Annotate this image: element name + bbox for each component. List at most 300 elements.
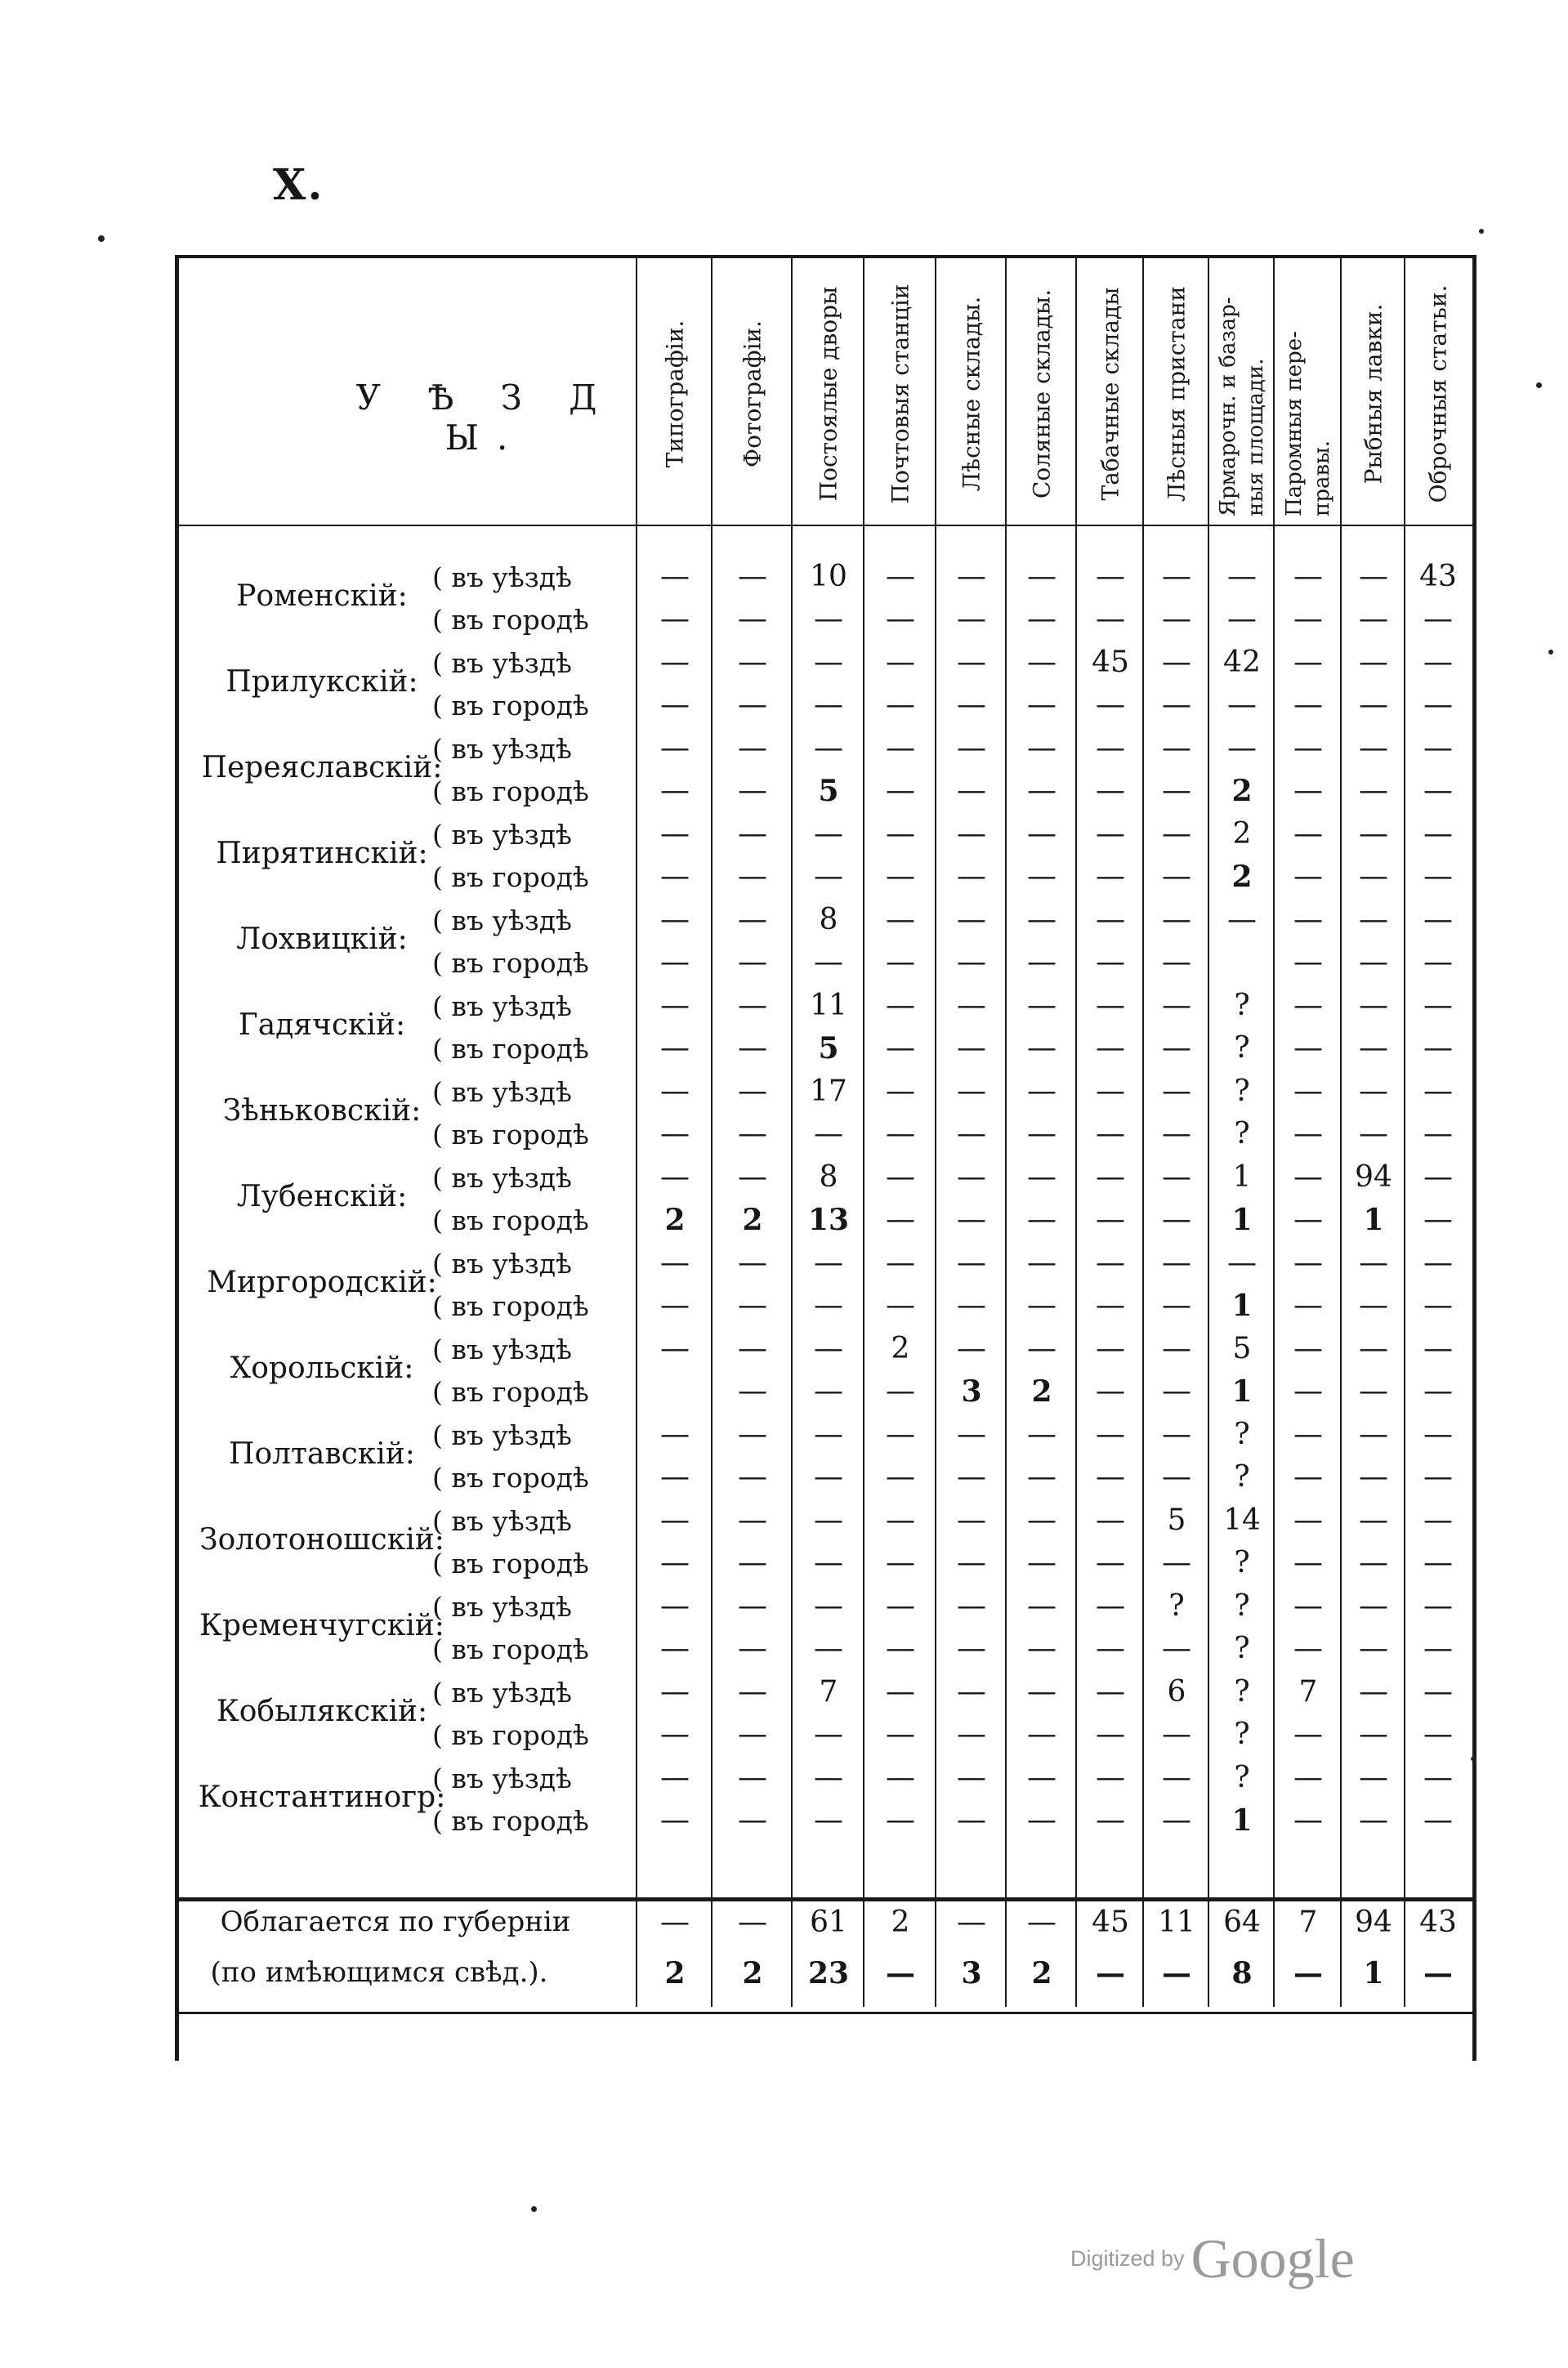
table-cell: — <box>1162 903 1191 936</box>
totals-cell: — <box>1096 1956 1125 1990</box>
table-cell: — <box>814 860 843 893</box>
column-header-3 <box>793 271 864 516</box>
table-cell: — <box>738 1418 767 1451</box>
table-cell: — <box>1423 1675 1453 1709</box>
table-cell: — <box>1227 1246 1257 1280</box>
table-cell: — <box>1293 1418 1323 1451</box>
table-cell: — <box>1293 1031 1323 1065</box>
table-cell: — <box>886 1460 915 1494</box>
table-cell: — <box>1027 774 1057 807</box>
table-cell: — <box>1162 860 1191 893</box>
totals-cell: 23 <box>807 1956 850 1990</box>
table-cell: — <box>1423 1418 1453 1451</box>
table-cell: — <box>738 1675 767 1709</box>
table-cell: — <box>957 1460 986 1494</box>
table-cell: — <box>957 1289 986 1322</box>
table-cell: — <box>814 817 843 851</box>
table-cell: ? <box>1234 1031 1250 1065</box>
table-cell: — <box>1162 1031 1191 1065</box>
table-cell: — <box>957 903 986 936</box>
table-cell: — <box>886 602 915 636</box>
table-cell: — <box>1359 1803 1388 1837</box>
table-cell: — <box>1293 1589 1323 1623</box>
table-cell: — <box>1162 602 1191 636</box>
table-cell: — <box>1027 1503 1057 1537</box>
table-cell: — <box>1423 602 1453 636</box>
table-cell: — <box>1162 1803 1191 1837</box>
column-header-label: Паромныя пере- правы. <box>1282 331 1334 516</box>
table-cell: — <box>957 1117 986 1150</box>
table-cell: — <box>738 560 767 593</box>
table-cell: — <box>1359 989 1388 1022</box>
table-cell: — <box>1096 1589 1125 1623</box>
table-cell: — <box>738 1718 767 1751</box>
table-cell: — <box>957 774 986 807</box>
table-cell: — <box>957 1761 986 1794</box>
table-cell: — <box>1359 1718 1388 1751</box>
sub-label-gorod: ( въ городѣ <box>432 775 589 807</box>
table-cell: — <box>957 1589 986 1623</box>
totals-cell: 7 <box>1298 1906 1318 1939</box>
district-name: Зѣньковскій: <box>222 1094 422 1128</box>
table-cell: 5 <box>1167 1503 1186 1537</box>
table-cell: — <box>814 1246 843 1280</box>
table-cell: 2 <box>1231 860 1253 894</box>
table-cell: — <box>886 1718 915 1751</box>
column-header-label: Лѣсныя пристани <box>1163 286 1191 502</box>
totals-cell: 45 <box>1092 1906 1129 1939</box>
table-cell: — <box>1359 1761 1388 1794</box>
table-cell: — <box>1423 989 1453 1022</box>
table-cell: — <box>957 945 986 979</box>
table-cell: — <box>1096 1031 1125 1065</box>
table-cell: — <box>1423 1718 1453 1751</box>
table-cell: — <box>1096 1246 1125 1280</box>
table-cell: — <box>1423 817 1453 851</box>
table-cell: — <box>1096 989 1125 1022</box>
table-cell: — <box>1293 774 1323 807</box>
table-cell: — <box>886 989 915 1022</box>
table-cell: — <box>1423 774 1453 807</box>
table-cell: — <box>814 602 843 636</box>
table-cell: ? <box>1234 1589 1250 1623</box>
watermark-prefix: Digitized by <box>1070 2246 1185 2271</box>
table-cell: — <box>814 1718 843 1751</box>
column-header-11 <box>1342 271 1405 516</box>
sub-label-gorod: ( въ городѣ <box>432 947 589 979</box>
table-cell: — <box>1027 1632 1057 1665</box>
table-cell: — <box>1162 1418 1191 1451</box>
table-cell: — <box>957 1718 986 1751</box>
table-cell: — <box>738 1761 767 1794</box>
table-cell: — <box>738 1589 767 1623</box>
table-cell: — <box>1162 1632 1191 1665</box>
table-cell: — <box>1423 1546 1453 1579</box>
table-cell: — <box>957 1075 986 1108</box>
table-cell: — <box>1027 1117 1057 1150</box>
table-cell: — <box>1096 1289 1125 1322</box>
table-cell: — <box>886 1117 915 1150</box>
table-cell: — <box>660 1546 690 1579</box>
table-cell: — <box>814 1289 843 1322</box>
table-cell: — <box>1027 1418 1057 1451</box>
table-cell: — <box>1096 1632 1125 1665</box>
table-cell: — <box>660 1761 690 1794</box>
table-cell: — <box>1096 602 1125 636</box>
table-cell: 45 <box>1092 646 1129 679</box>
table-cell: — <box>1162 646 1191 679</box>
table-cell: — <box>1027 903 1057 936</box>
table-cell <box>1209 944 1275 981</box>
table-cell: — <box>738 1246 767 1280</box>
table-cell: — <box>1293 1332 1323 1365</box>
totals-cell: — <box>660 1906 690 1939</box>
table-cell: — <box>1423 1289 1453 1322</box>
district-name: Кременчугскій: <box>199 1609 444 1642</box>
table-cell: — <box>738 1160 767 1194</box>
table-top-border <box>175 255 1476 258</box>
district-name: Гадячскій: <box>238 1008 406 1042</box>
table-cell: — <box>738 1117 767 1150</box>
table-cell: — <box>1162 1203 1191 1236</box>
sub-label-uezd: ( въ уѣздѣ <box>432 1248 572 1280</box>
table-cell: — <box>1096 1503 1125 1537</box>
table-cell: — <box>1293 602 1323 636</box>
sub-label-gorod: ( въ городѣ <box>432 690 589 722</box>
table-cell: — <box>1293 903 1323 936</box>
table-cell: — <box>660 1503 690 1537</box>
table-cell: — <box>1027 989 1057 1022</box>
table-cell: — <box>1359 903 1388 936</box>
sub-label-gorod: ( въ городѣ <box>432 1719 589 1751</box>
table-cell: — <box>1096 1117 1125 1150</box>
table-cell: — <box>1096 817 1125 851</box>
header-bottom-rule <box>175 525 1476 526</box>
table-cell: — <box>1359 1632 1388 1665</box>
scan-speck <box>531 2206 537 2212</box>
column-header-label: Лѣсные склады. <box>958 296 985 492</box>
table-cell: 2 <box>1231 774 1253 808</box>
table-cell: — <box>957 602 986 636</box>
table-cell: — <box>1359 1332 1388 1365</box>
table-cell: — <box>1423 1803 1453 1837</box>
table-cell: — <box>1162 1332 1191 1365</box>
table-cell: 1 <box>1231 1203 1253 1237</box>
table-cell: — <box>1293 731 1323 765</box>
totals-cell: 2 <box>891 1906 910 1939</box>
table-cell: — <box>886 646 915 679</box>
table-cell: — <box>957 1632 986 1665</box>
table-cell: — <box>1096 1718 1125 1751</box>
table-cell: — <box>814 1503 843 1537</box>
column-header-label: Рыбныя лавки. <box>1360 303 1387 485</box>
table-cell: — <box>814 1374 843 1408</box>
table-cell: — <box>957 817 986 851</box>
table-cell: — <box>814 731 843 765</box>
table-cell: — <box>1359 560 1388 593</box>
sub-label-uezd: ( въ уѣздѣ <box>432 819 572 851</box>
sub-label-uezd: ( въ уѣздѣ <box>432 1677 572 1709</box>
totals-cell: 1 <box>1363 1956 1384 1990</box>
table-cell: — <box>738 1289 767 1322</box>
district-name: Хорольскій: <box>230 1352 414 1385</box>
table-cell: — <box>738 817 767 851</box>
table-cell: — <box>1359 1117 1388 1150</box>
table-cell: — <box>1162 1718 1191 1751</box>
table-cell: — <box>1096 731 1125 765</box>
sub-label-gorod: ( въ городѣ <box>432 1633 589 1665</box>
district-name: Миргородскій: <box>207 1266 437 1299</box>
table-cell: — <box>1423 1160 1453 1194</box>
table-cell: — <box>1096 1460 1125 1494</box>
table-cell: — <box>660 688 690 722</box>
table-cell: — <box>660 1289 690 1322</box>
column-header-9 <box>1209 271 1275 516</box>
table-cell: — <box>1096 945 1125 979</box>
table-cell: — <box>1162 1246 1191 1280</box>
table-cell: 5 <box>1232 1332 1252 1365</box>
table-cell: — <box>957 1246 986 1280</box>
table-cell: — <box>1162 774 1191 807</box>
table-cell: — <box>1227 903 1257 936</box>
table-cell: — <box>886 560 915 593</box>
table-cell: — <box>1027 646 1057 679</box>
table-cell: — <box>814 688 843 722</box>
table-cell: — <box>1359 945 1388 979</box>
table-cell: — <box>1359 1246 1388 1280</box>
table-cell: — <box>1027 1246 1057 1280</box>
table-cell: — <box>886 1031 915 1065</box>
table-cell: — <box>738 1075 767 1108</box>
table-cell: — <box>1359 688 1388 722</box>
table-cell: ? <box>1234 1418 1250 1451</box>
table-cell: — <box>1162 560 1191 593</box>
table-cell: — <box>660 1589 690 1623</box>
column-header-2 <box>713 271 793 516</box>
table-cell: — <box>660 1460 690 1494</box>
table-cell: — <box>957 688 986 722</box>
district-name: Лубенскій: <box>236 1180 408 1213</box>
table-cell: — <box>886 688 915 722</box>
table-cell: — <box>1359 1460 1388 1494</box>
table-cell: — <box>1096 1075 1125 1108</box>
digitized-watermark <box>1070 2227 1355 2291</box>
google-logo: Google <box>1191 2227 1355 2290</box>
totals-cell: 43 <box>1419 1906 1457 1939</box>
totals-cell: — <box>1027 1906 1057 1939</box>
table-cell: — <box>1096 903 1125 936</box>
table-cell: — <box>957 646 986 679</box>
table-cell: — <box>886 1203 915 1236</box>
table-cell: — <box>660 1246 690 1280</box>
table-cell: ? <box>1234 1117 1250 1150</box>
table-cell: — <box>886 1289 915 1322</box>
table-cell: — <box>814 1418 843 1451</box>
column-header-label: Типографіи. <box>661 319 689 468</box>
table-cell: — <box>1423 1075 1453 1108</box>
table-cell: 2 <box>1232 817 1252 851</box>
table-cell: — <box>1027 1718 1057 1751</box>
table-cell: — <box>1027 945 1057 979</box>
table-cell: — <box>886 1160 915 1194</box>
table-cell: 1 <box>1231 1803 1253 1838</box>
column-header-1 <box>637 271 713 516</box>
totals-cell: — <box>1423 1956 1453 1990</box>
table-cell: — <box>1293 945 1323 979</box>
district-name: Кобылякскій: <box>216 1695 428 1728</box>
table-cell: — <box>738 1374 767 1408</box>
table-cell: — <box>1423 1589 1453 1623</box>
totals-cell: 94 <box>1355 1906 1392 1939</box>
table-cell: — <box>1293 1117 1323 1150</box>
totals-cell: 3 <box>961 1956 982 1990</box>
column-header-10 <box>1275 271 1342 516</box>
table-cell: — <box>1096 1332 1125 1365</box>
table-cell: — <box>1027 1675 1057 1709</box>
table-cell: — <box>1359 1075 1388 1108</box>
table-cell: — <box>1359 1589 1388 1623</box>
district-name: Прилукскій: <box>226 665 418 699</box>
table-cell: — <box>957 860 986 893</box>
table-cell: — <box>738 903 767 936</box>
table-cell: — <box>1096 1374 1125 1408</box>
table-cell: 7 <box>819 1675 838 1709</box>
column-header-label: Почтовыя станціи <box>887 284 914 504</box>
table-cell: — <box>1096 1675 1125 1709</box>
table-cell: — <box>1027 1160 1057 1194</box>
scan-speck <box>1548 650 1553 655</box>
scan-speck <box>1471 1757 1475 1761</box>
table-cell: — <box>738 1460 767 1494</box>
table-cell: 1 <box>1231 1374 1253 1409</box>
table-cell: — <box>957 1418 986 1451</box>
column-header-label: Табачные склады <box>1097 287 1124 501</box>
sub-label-uezd: ( въ уѣздѣ <box>432 1763 572 1794</box>
table-cell: — <box>1027 1546 1057 1579</box>
district-name: Константиногр: <box>198 1780 446 1814</box>
column-header-5 <box>936 271 1007 516</box>
table-cell: — <box>1096 560 1125 593</box>
table-cell: — <box>1027 688 1057 722</box>
table-cell: — <box>660 560 690 593</box>
table-cell: — <box>1162 1761 1191 1794</box>
sub-label-gorod: ( въ городѣ <box>432 1462 589 1494</box>
table-cell: — <box>1423 688 1453 722</box>
table-cell: 14 <box>1223 1503 1261 1537</box>
table-cell: — <box>1096 1418 1125 1451</box>
table-cell: — <box>660 731 690 765</box>
table-cell: ? <box>1234 989 1250 1022</box>
table-cell: — <box>1096 860 1125 893</box>
table-cell: — <box>1293 1374 1323 1408</box>
totals-label-line1: Облагается по губерніи <box>220 1906 571 1938</box>
table-cell: — <box>1359 1546 1388 1579</box>
sub-label-uezd: ( въ уѣздѣ <box>432 1419 572 1451</box>
sub-label-gorod: ( въ городѣ <box>432 604 589 636</box>
table-cell: — <box>1293 1246 1323 1280</box>
table-cell: — <box>660 903 690 936</box>
table-cell: — <box>814 646 843 679</box>
table-cell: — <box>1293 860 1323 893</box>
totals-cell: 61 <box>810 1906 847 1939</box>
table-cell: — <box>1162 1289 1191 1322</box>
table-cell: 1 <box>1231 1289 1253 1323</box>
table-cell: — <box>660 989 690 1022</box>
district-name: Роменскій: <box>236 579 408 613</box>
table-cell: 13 <box>807 1203 850 1237</box>
table-cell: — <box>660 1803 690 1837</box>
table-cell: — <box>957 1503 986 1537</box>
sub-label-uezd: ( въ уѣздѣ <box>432 1591 572 1623</box>
table-cell: — <box>957 1203 986 1236</box>
column-header-8 <box>1144 271 1209 516</box>
table-cell: — <box>957 1675 986 1709</box>
table-cell <box>637 1373 713 1410</box>
table-cell: — <box>1293 560 1323 593</box>
column-header-6 <box>1007 271 1077 516</box>
sub-label-uezd: ( въ уѣздѣ <box>432 1505 572 1537</box>
table-cell: — <box>1293 1718 1323 1751</box>
table-cell: — <box>886 1632 915 1665</box>
table-cell: — <box>1162 1160 1191 1194</box>
table-cell: 7 <box>1298 1675 1318 1709</box>
table-cell: — <box>1096 1203 1125 1236</box>
column-header-12 <box>1405 271 1471 516</box>
sub-label-uezd: ( въ уѣздѣ <box>432 905 572 936</box>
table-cell: — <box>886 1075 915 1108</box>
totals-cell: 2 <box>664 1956 686 1990</box>
table-cell: — <box>1096 1160 1125 1194</box>
table-cell: — <box>738 731 767 765</box>
table-cell: — <box>1293 1160 1323 1194</box>
table-cell: — <box>886 1675 915 1709</box>
table-cell: — <box>1423 903 1453 936</box>
table-cell: — <box>957 1332 986 1365</box>
totals-cell: 2 <box>742 1956 763 1990</box>
table-cell: — <box>1359 860 1388 893</box>
table-cell: — <box>1227 688 1257 722</box>
table-cell: — <box>957 1803 986 1837</box>
table-cell: 43 <box>1419 560 1457 593</box>
table-cell: — <box>738 1803 767 1837</box>
table-cell: — <box>1359 817 1388 851</box>
table-cell: — <box>886 1246 915 1280</box>
table-cell: — <box>738 945 767 979</box>
table-cell: — <box>1227 602 1257 636</box>
table-cell: 2 <box>664 1203 686 1237</box>
table-cell: — <box>1293 688 1323 722</box>
table-cell: — <box>814 1460 843 1494</box>
table-cell: 94 <box>1355 1160 1392 1194</box>
totals-label-line2: (по имѣющимся свѣд.). <box>210 1956 548 1989</box>
table-cell: — <box>1293 1761 1323 1794</box>
sub-label-uezd: ( въ уѣздѣ <box>432 1076 572 1108</box>
table-cell: — <box>814 1761 843 1794</box>
table-cell: ? <box>1234 1718 1250 1751</box>
sub-label-gorod: ( въ городѣ <box>432 1548 589 1579</box>
table-cell: — <box>1027 817 1057 851</box>
totals-cell: 2 <box>1031 1956 1052 1990</box>
table-cell: 17 <box>810 1075 847 1108</box>
sub-label-uezd: ( въ уѣздѣ <box>432 1162 572 1194</box>
table-cell: — <box>814 1589 843 1623</box>
table-cell: — <box>886 774 915 807</box>
table-cell: — <box>886 1503 915 1537</box>
table-cell: — <box>1423 1632 1453 1665</box>
district-name: Пирятинскій: <box>216 837 428 870</box>
table-cell: — <box>1027 602 1057 636</box>
table-cell: ? <box>1234 1075 1250 1108</box>
